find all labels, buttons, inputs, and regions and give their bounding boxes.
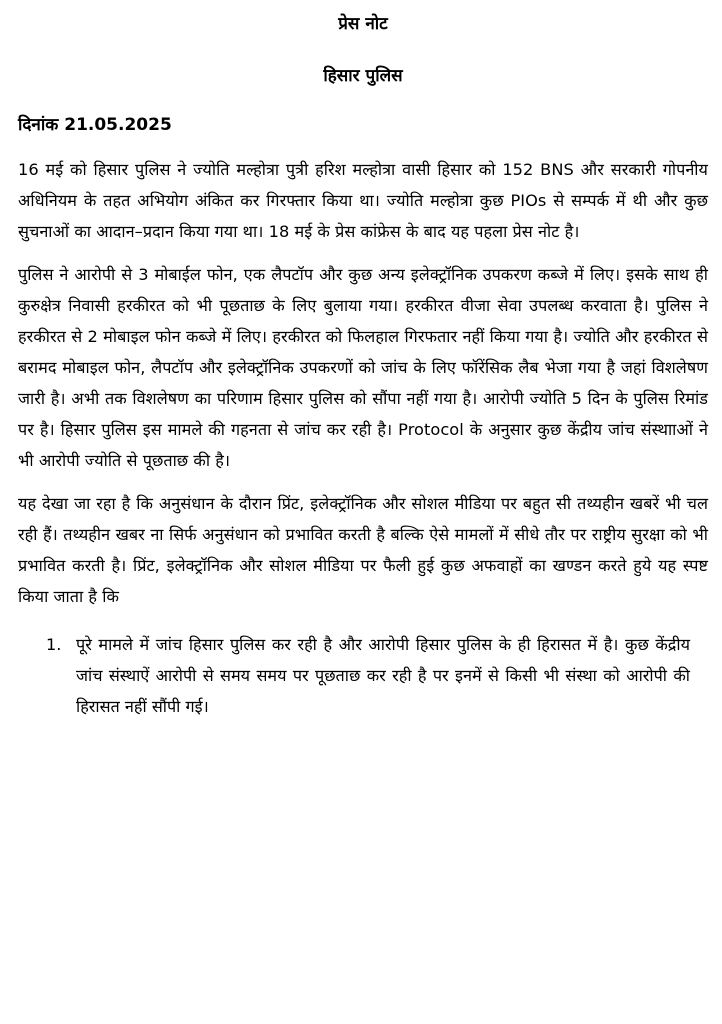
list-item [18,629,708,722]
list-item-text: पूरे मामले में जांच हिसार पुलिस कर रही है और आरोपी हिसार पुलिस के ही हिरासत में है। कुछ केंद्रीय जांच संस्थाऐं आरोपी से समय समय पर पूछताछ कर रही है पर इनमें से किसी भी संस्था को आरोपी की हिरासत नहीं सौंपी गई। [76,635,690,716]
list-item-number: 1. [46,635,62,654]
paragraph-media-clarification: यह देखा जा रहा है कि अनुसंधान के दौरान प्रिंट, इलेक्ट्रॉनिक और सोशल मीडिया पर बहुत सी तथ्यहीन खबरें भी चल रही हैं। तथ्यहीन खबर ना सिर्फ अनुसंधान को प्रभावित करती है बल्कि ऐसे मामलों में सीधे तौर पर राष्ट्रीय सुरक्षा को भी प्रभावित करती है। प्रिंट, इलेक्ट्रॉनिक और सोशल मीडिया पर फैली हुई कुछ अफवाहों का खण्डन करते हुये यह स्पष्ट किया जाता है कि [18,494,708,606]
clarification-list [18,629,708,722]
paragraph-arrest-details: 16 मई को हिसार पुलिस ने ज्योति मल्होत्रा पुत्री हरिश मल्होत्रा वासी हिसार को 152 BNS और सरकारी गोपनीय अधिनियम के तहत अभियोग अंकित कर गिरफ्तार किया था। ज्योति मल्होत्रा कुछ PIOs से सम्पर्क में थी और कुछ सुचनाओं का आदान–प्रदान किया गया था। 18 मई के प्रेस कांफ्रेस के बाद यह पहला प्रेस नोट है। [18,160,708,241]
date-line: दिनांक 21.05.2025 [18,115,172,135]
paragraph-investigation: पुलिस ने आरोपी से 3 मोबाईल फोन, एक लैपटॉप और कुछ अन्य इलेक्ट्रॉनिक उपकरण कब्जे में लिए। इसके साथ ही कुरुक्षेत्र निवासी हरकीरत को भी पूछताछ के लिए बुलाया गया। हरकीरत वीजा सेवा उपलब्ध करवाता है। पुलिस ने हरकीरत से 2 मोबाइल फोन कब्जे में लिए। हरकीरत को फिलहाल गिरफतार नहीं किया गया है। ज्योति और हरकीरत से बरामद मोबाइल फोन, लैपटॉप और इलेक्ट्रॉनिक उपकरणों को जांच के लिए फॉरेंसिक लैब भेजा गया है जहां विशलेषण जारी है। अभी तक विशलेषण का परिणाम हिसार पुलिस को सौंपा नहीं गया है। आरोपी ज्योति 5 दिन के पुलिस रिमांड पर है। हिसार पुलिस इस मामले की गहनता से जांच कर रही है। Protocol के अनुसार कुछ केंद्रीय जांच संस्थााओं ने भी आरोपी ज्योति से पूछताछ की है। [18,265,708,470]
document-subtitle: हिसार पुलिस [323,66,403,86]
document-title: प्रेस नोट [338,14,388,34]
